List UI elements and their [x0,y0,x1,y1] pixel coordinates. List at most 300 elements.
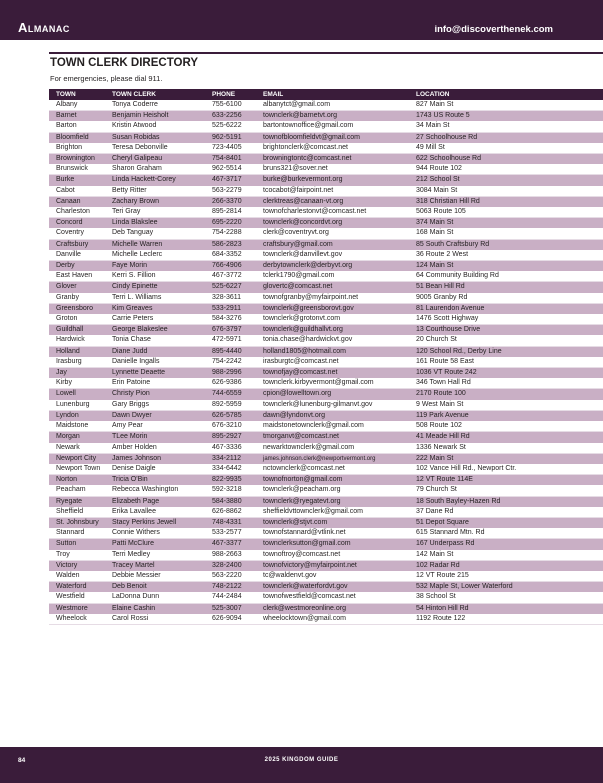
cell-location: 212 School St [409,175,603,186]
table-row [49,453,603,464]
cell-location: 1743 US Route 5 [409,111,603,122]
cell-email[interactable]: glovertc@comcast.net [256,282,409,293]
cell-phone: 895-2814 [205,207,256,218]
table-row [49,239,603,250]
table-header-row [49,89,603,100]
cell-clerk: Amber Holden [105,443,205,454]
cell-location: 54 Hinton Hill Rd [409,603,603,614]
cell-email[interactable]: townofnorton@gmail.com [256,475,409,486]
cell-town: Cabot [49,186,105,197]
cell-clerk: James Johnson [105,453,205,464]
cell-clerk: Terri Medley [105,550,205,561]
cell-email[interactable]: craftsbury@gmail.com [256,239,409,250]
cell-clerk: Faye Morin [105,261,205,272]
cell-town: St. Johnsbury [49,517,105,528]
cell-location: 1036 VT Route 242 [409,368,603,379]
cell-phone: 584-3276 [205,314,256,325]
cell-town: Glover [49,282,105,293]
table-row [49,218,603,229]
cell-phone: 584-3880 [205,496,256,507]
cell-phone: 676-3797 [205,325,256,336]
guide-title: 2025 KINGDOM GUIDE [264,757,339,763]
cell-location: 142 Main St [409,550,603,561]
cell-town: Groton [49,314,105,325]
cell-clerk: Deb Tanguay [105,228,205,239]
cell-town: Hardwick [49,335,105,346]
cell-clerk: Erin Patoine [105,378,205,389]
cell-town: Charleston [49,207,105,218]
cell-location: 18 South Bayley-Hazen Rd [409,496,603,507]
cell-phone: 525-3007 [205,603,256,614]
cell-email[interactable]: tmorganvt@comcast.net [256,432,409,443]
cell-clerk: Christy Pion [105,389,205,400]
table-row [49,464,603,475]
cell-phone: 748-2122 [205,582,256,593]
cell-town: Bloomfield [49,132,105,143]
cell-location: 124 Main St [409,261,603,272]
cell-clerk: George Blakeslee [105,325,205,336]
cell-phone: 684-3352 [205,250,256,261]
cell-location: 222 Main St [409,453,603,464]
cell-town: Barnet [49,111,105,122]
cell-location: 5063 Route 105 [409,207,603,218]
cell-clerk: Zachary Brown [105,196,205,207]
cell-phone: 962-5191 [205,132,256,143]
cell-town: Lowell [49,389,105,400]
cell-town: Brownington [49,154,105,165]
cell-town: Greensboro [49,303,105,314]
cell-email[interactable]: clerk@coventryvt.org [256,228,409,239]
cell-email[interactable]: townclerk@lunenburg-gilmanvt.gov [256,400,409,411]
cell-email[interactable]: nctownclerk@comcast.net [256,464,409,475]
table-row [49,314,603,325]
cell-location: 9 West Main St [409,400,603,411]
cell-clerk: Cheryl Galipeau [105,154,205,165]
cell-clerk: Rebecca Washington [105,485,205,496]
cell-location: 120 School Rd., Derby Line [409,346,603,357]
cell-location: 20 Church St [409,335,603,346]
table-row [49,432,603,443]
cell-clerk: Lynnette Deaette [105,368,205,379]
cell-clerk: Sharon Graham [105,164,205,175]
cell-email[interactable]: townclerk@waterfordvt.gov [256,582,409,593]
table-row [49,282,603,293]
cell-email[interactable]: brightonclerk@comcast.net [256,143,409,154]
cell-clerk: Patti McClure [105,539,205,550]
cell-phone: 754-2288 [205,228,256,239]
cell-location: 49 Mill St [409,143,603,154]
cell-clerk: Diane Judd [105,346,205,357]
cell-location: 1476 Scott Highway [409,314,603,325]
cell-town: Danville [49,250,105,261]
table-row [49,496,603,507]
table-row [49,400,603,411]
cell-clerk: Teresa Debonville [105,143,205,154]
cell-phone: 467-3772 [205,271,256,282]
cell-town: Walden [49,571,105,582]
cell-location: 12 VT Route 114E [409,475,603,486]
cell-location: 318 Christian Hill Rd [409,196,603,207]
column-header-email: EMAIL [256,89,409,100]
cell-phone: 744-6559 [205,389,256,400]
cell-email[interactable]: townclerk@danvillevt.gov [256,250,409,261]
cell-phone: 988-2996 [205,368,256,379]
table-row [49,154,603,165]
cell-location: 167 Underpass Rd [409,539,603,550]
cell-email[interactable]: townofjay@comcast.net [256,368,409,379]
table-row [49,614,603,625]
cell-location: 622 Schoolhouse Rd [409,154,603,165]
cell-location: 41 Meade Hill Rd [409,432,603,443]
cell-phone: 563-2279 [205,186,256,197]
cell-phone: 754-8401 [205,154,256,165]
table-row [49,539,603,550]
cell-town: Lunenburg [49,400,105,411]
cell-phone: 754-2242 [205,357,256,368]
cell-town: Maidstone [49,421,105,432]
cell-town: Concord [49,218,105,229]
column-header-location: LOCATION [409,89,603,100]
table-row [49,528,603,539]
table-row [49,517,603,528]
cell-location: 1336 Newark St [409,443,603,454]
cell-location: 1192 Route 122 [409,614,603,625]
cell-town: Burke [49,175,105,186]
table-row [49,368,603,379]
cell-email[interactable]: james.johnson.clerk@newportvermont.org [256,453,409,464]
cell-email[interactable]: irasburgtc@comcast.net [256,357,409,368]
cell-email[interactable]: newarktownclerk@gmail.com [256,443,409,454]
cell-email[interactable]: townclerk@peacham.org [256,485,409,496]
table-row [49,592,603,603]
cell-email[interactable]: townclerk@grotonvt.com [256,314,409,325]
cell-email[interactable]: clerk@westmoreonline.org [256,603,409,614]
cell-town: Norton [49,475,105,486]
cell-email[interactable]: tcocabot@fairpoint.net [256,186,409,197]
cell-phone: 744-2484 [205,592,256,603]
cell-clerk: Tonia Chase [105,335,205,346]
cell-town: Peacham [49,485,105,496]
table-row [49,335,603,346]
cell-clerk: Elaine Cashin [105,603,205,614]
cell-email[interactable]: bruns321@sover.net [256,164,409,175]
cell-phone: 895-4440 [205,346,256,357]
cell-town: Lyndon [49,410,105,421]
cell-town: Westfield [49,592,105,603]
cell-phone: 467-3377 [205,539,256,550]
cell-location: 532 Maple St, Lower Waterford [409,582,603,593]
cell-phone: 766-4906 [205,261,256,272]
cell-phone: 334-6442 [205,464,256,475]
cell-email[interactable]: bartontownoffice@gmail.com [256,121,409,132]
table-row [49,100,603,111]
column-header-phone: PHONE [205,89,256,100]
cell-email[interactable]: townofstannard@vtlink.net [256,528,409,539]
cell-phone: 266-3370 [205,196,256,207]
cell-location: 2170 Route 100 [409,389,603,400]
cell-town: Waterford [49,582,105,593]
cell-email[interactable]: townclerk@barnetvt.org [256,111,409,122]
cell-town: Canaan [49,196,105,207]
table-row [49,507,603,518]
cell-phone: 695-2220 [205,218,256,229]
cell-location: 9005 Granby Rd [409,293,603,304]
cell-town: Troy [49,550,105,561]
cell-email[interactable]: burke@burkevermont.org [256,175,409,186]
cell-town: Wheelock [49,614,105,625]
table-row [49,550,603,561]
cell-email[interactable]: clerktreas@canaan-vt.org [256,196,409,207]
cell-email[interactable]: townclerk@concordvt.org [256,218,409,229]
cell-location: 615 Stannard Mtn. Rd [409,528,603,539]
cell-email[interactable]: holland1805@hotmail.com [256,346,409,357]
cell-location: 168 Main St [409,228,603,239]
cell-phone: 525-6227 [205,282,256,293]
cell-town: Morgan [49,432,105,443]
column-header-town: TOWN [49,89,105,100]
cell-clerk: Amy Pear [105,421,205,432]
cell-clerk: TLee Morin [105,432,205,443]
table-row [49,121,603,132]
cell-phone: 533-2577 [205,528,256,539]
cell-location: 3084 Main St [409,186,603,197]
page-number: 84 [18,757,26,764]
table-row [49,186,603,197]
cell-clerk: Elizabeth Page [105,496,205,507]
table-row [49,357,603,368]
cell-clerk: Carrie Peters [105,314,205,325]
cell-town: Westmore [49,603,105,614]
cell-phone: 676-3210 [205,421,256,432]
cell-email[interactable]: tclerk1790@gmail.com [256,271,409,282]
table-row [49,325,603,336]
table-row [49,261,603,272]
cell-email[interactable]: cpion@lowelltown.org [256,389,409,400]
cell-phone: 328-3611 [205,293,256,304]
cell-phone: 626-9094 [205,614,256,625]
cell-location: 102 Vance Hill Rd., Newport Ctr. [409,464,603,475]
cell-location: 374 Main St [409,218,603,229]
cell-location: 13 Courthouse Drive [409,325,603,336]
table-row [49,378,603,389]
cell-clerk: Debbie Messier [105,571,205,582]
cell-phone: 334-2112 [205,453,256,464]
page-title: TOWN CLERK DIRECTORY [50,57,199,69]
table-row [49,132,603,143]
cell-phone: 962-5514 [205,164,256,175]
header-bar [0,0,603,40]
cell-email[interactable]: townofwestfield@comcast.net [256,592,409,603]
cell-phone: 586-2823 [205,239,256,250]
cell-phone: 755-6100 [205,100,256,111]
table-row [49,560,603,571]
cell-clerk: Danielle Ingalls [105,357,205,368]
table-row [49,207,603,218]
title-divider [49,52,603,54]
cell-location: 51 Depot Square [409,517,603,528]
cell-location: 27 Schoolhouse Rd [409,132,603,143]
cell-email[interactable]: dawn@lyndonvt.org [256,410,409,421]
cell-town: Newport City [49,453,105,464]
table-row [49,143,603,154]
cell-location: 37 Dane Rd [409,507,603,518]
cell-clerk: Linda Hackett-Corey [105,175,205,186]
brand-logo: Almanac [18,20,70,35]
cell-email[interactable]: townofcharlestonvt@comcast.net [256,207,409,218]
cell-town: Guildhall [49,325,105,336]
cell-town: Granby [49,293,105,304]
table-row [49,485,603,496]
cell-email[interactable]: wheelocktown@gmail.com [256,614,409,625]
cell-clerk: Benjamin Heisholt [105,111,205,122]
cell-town: Brunswick [49,164,105,175]
cell-clerk: Cindy Epinette [105,282,205,293]
cell-email[interactable]: townclerksutton@gmail.com [256,539,409,550]
table-row [49,603,603,614]
cell-town: Sheffield [49,507,105,518]
cell-phone: 626-9386 [205,378,256,389]
cell-town: Stannard [49,528,105,539]
cell-clerk: Deb Benoit [105,582,205,593]
cell-clerk: Michelle Warren [105,239,205,250]
cell-clerk: Dawn Dwyer [105,410,205,421]
cell-clerk: Erika Lavallee [105,507,205,518]
cell-town: Barton [49,121,105,132]
cell-clerk: Tricia O'Bin [105,475,205,486]
cell-email[interactable]: townclerk@stjvt.com [256,517,409,528]
table-row [49,443,603,454]
cell-town: Derby [49,261,105,272]
table-row [49,303,603,314]
cell-location: 81 Laurendon Avenue [409,303,603,314]
cell-clerk: Tracey Martel [105,560,205,571]
cell-email[interactable]: townoftroy@comcast.net [256,550,409,561]
cell-location: 944 Route 102 [409,164,603,175]
table-row [49,389,603,400]
cell-email[interactable]: townclerk@guildhallvt.org [256,325,409,336]
cell-town: Jay [49,368,105,379]
cell-email[interactable]: townofbloomfieldvt@gmail.com [256,132,409,143]
cell-clerk: Denise Daigle [105,464,205,475]
contact-email-link[interactable]: info@discoverthenek.com [434,24,553,35]
cell-email[interactable]: maidstonetownclerk@gmail.com [256,421,409,432]
cell-clerk: Betty Ritter [105,186,205,197]
cell-email[interactable]: townclerk.kirbyvermont@gmail.com [256,378,409,389]
table-row [49,571,603,582]
cell-email[interactable]: tc@waldenvt.gov [256,571,409,582]
cell-phone: 822-9935 [205,475,256,486]
cell-town: Kirby [49,378,105,389]
cell-clerk: Gary Briggs [105,400,205,411]
cell-phone: 892-5959 [205,400,256,411]
cell-email[interactable]: townclerk@ryegatevt.org [256,496,409,507]
table-row [49,293,603,304]
cell-location: 36 Route 2 West [409,250,603,261]
cell-location: 64 Community Building Rd [409,271,603,282]
cell-email[interactable]: tonia.chase@hardwickvt.gov [256,335,409,346]
table-row [49,228,603,239]
cell-phone: 467-3336 [205,443,256,454]
cell-email[interactable]: derbytownclerk@derbyvt.org [256,261,409,272]
cell-email[interactable]: browningtontc@comcast.net [256,154,409,165]
cell-clerk: Susan Robidas [105,132,205,143]
cell-location: 38 School St [409,592,603,603]
cell-location: 119 Park Avenue [409,410,603,421]
table-row [49,410,603,421]
cell-town: Sutton [49,539,105,550]
cell-town: Albany [49,100,105,111]
cell-town: Irasburg [49,357,105,368]
table-row [49,475,603,486]
cell-location: 34 Main St [409,121,603,132]
cell-town: Victory [49,560,105,571]
cell-phone: 563-2220 [205,571,256,582]
table-row [49,346,603,357]
table-row [49,421,603,432]
table-row [49,271,603,282]
emergency-note: For emergencies, please dial 911. [50,74,163,83]
cell-clerk: Teri Gray [105,207,205,218]
cell-email[interactable]: albanytct@gmail.com [256,100,409,111]
cell-town: East Haven [49,271,105,282]
cell-town: Ryegate [49,496,105,507]
cell-clerk: Linda Blakslee [105,218,205,229]
cell-location: 12 VT Route 215 [409,571,603,582]
cell-phone: 328-2400 [205,560,256,571]
cell-clerk: Kristin Atwood [105,121,205,132]
cell-clerk: Connie Withers [105,528,205,539]
cell-email[interactable]: townofvictory@myfairpoint.net [256,560,409,571]
cell-clerk: Michelle Leclerc [105,250,205,261]
cell-email[interactable]: townofgranby@myfairpoint.net [256,293,409,304]
cell-phone: 723-4405 [205,143,256,154]
cell-town: Craftsbury [49,239,105,250]
cell-phone: 626-8862 [205,507,256,518]
cell-clerk: Stacy Perkins Jewell [105,517,205,528]
cell-location: 51 Bean Hill Rd [409,282,603,293]
cell-phone: 748-4331 [205,517,256,528]
cell-phone: 988-2663 [205,550,256,561]
cell-location: 508 Route 102 [409,421,603,432]
table-row [49,582,603,593]
cell-clerk: Carol Rossi [105,614,205,625]
cell-clerk: Kim Greaves [105,303,205,314]
table-row [49,111,603,122]
cell-location: 85 South Craftsbury Rd [409,239,603,250]
cell-phone: 592-3218 [205,485,256,496]
cell-location: 102 Radar Rd [409,560,603,571]
cell-phone: 895-2927 [205,432,256,443]
cell-phone: 626-5785 [205,410,256,421]
cell-clerk: LaDonna Dunn [105,592,205,603]
cell-location: 827 Main St [409,100,603,111]
cell-town: Newark [49,443,105,454]
cell-phone: 525-6222 [205,121,256,132]
cell-town: Newport Town [49,464,105,475]
column-header-clerk: TOWN CLERK [105,89,205,100]
cell-phone: 467-3717 [205,175,256,186]
footer-bar [0,747,603,783]
cell-location: 79 Church St [409,485,603,496]
cell-email[interactable]: sheffieldvttownclerk@gmail.com [256,507,409,518]
cell-clerk: Kerri S. Fillion [105,271,205,282]
cell-clerk: Tonya Coderre [105,100,205,111]
cell-phone: 633-2256 [205,111,256,122]
cell-town: Coventry [49,228,105,239]
cell-email[interactable]: townclerk@greensborovt.gov [256,303,409,314]
table-row [49,250,603,261]
town-clerk-table [49,89,603,625]
